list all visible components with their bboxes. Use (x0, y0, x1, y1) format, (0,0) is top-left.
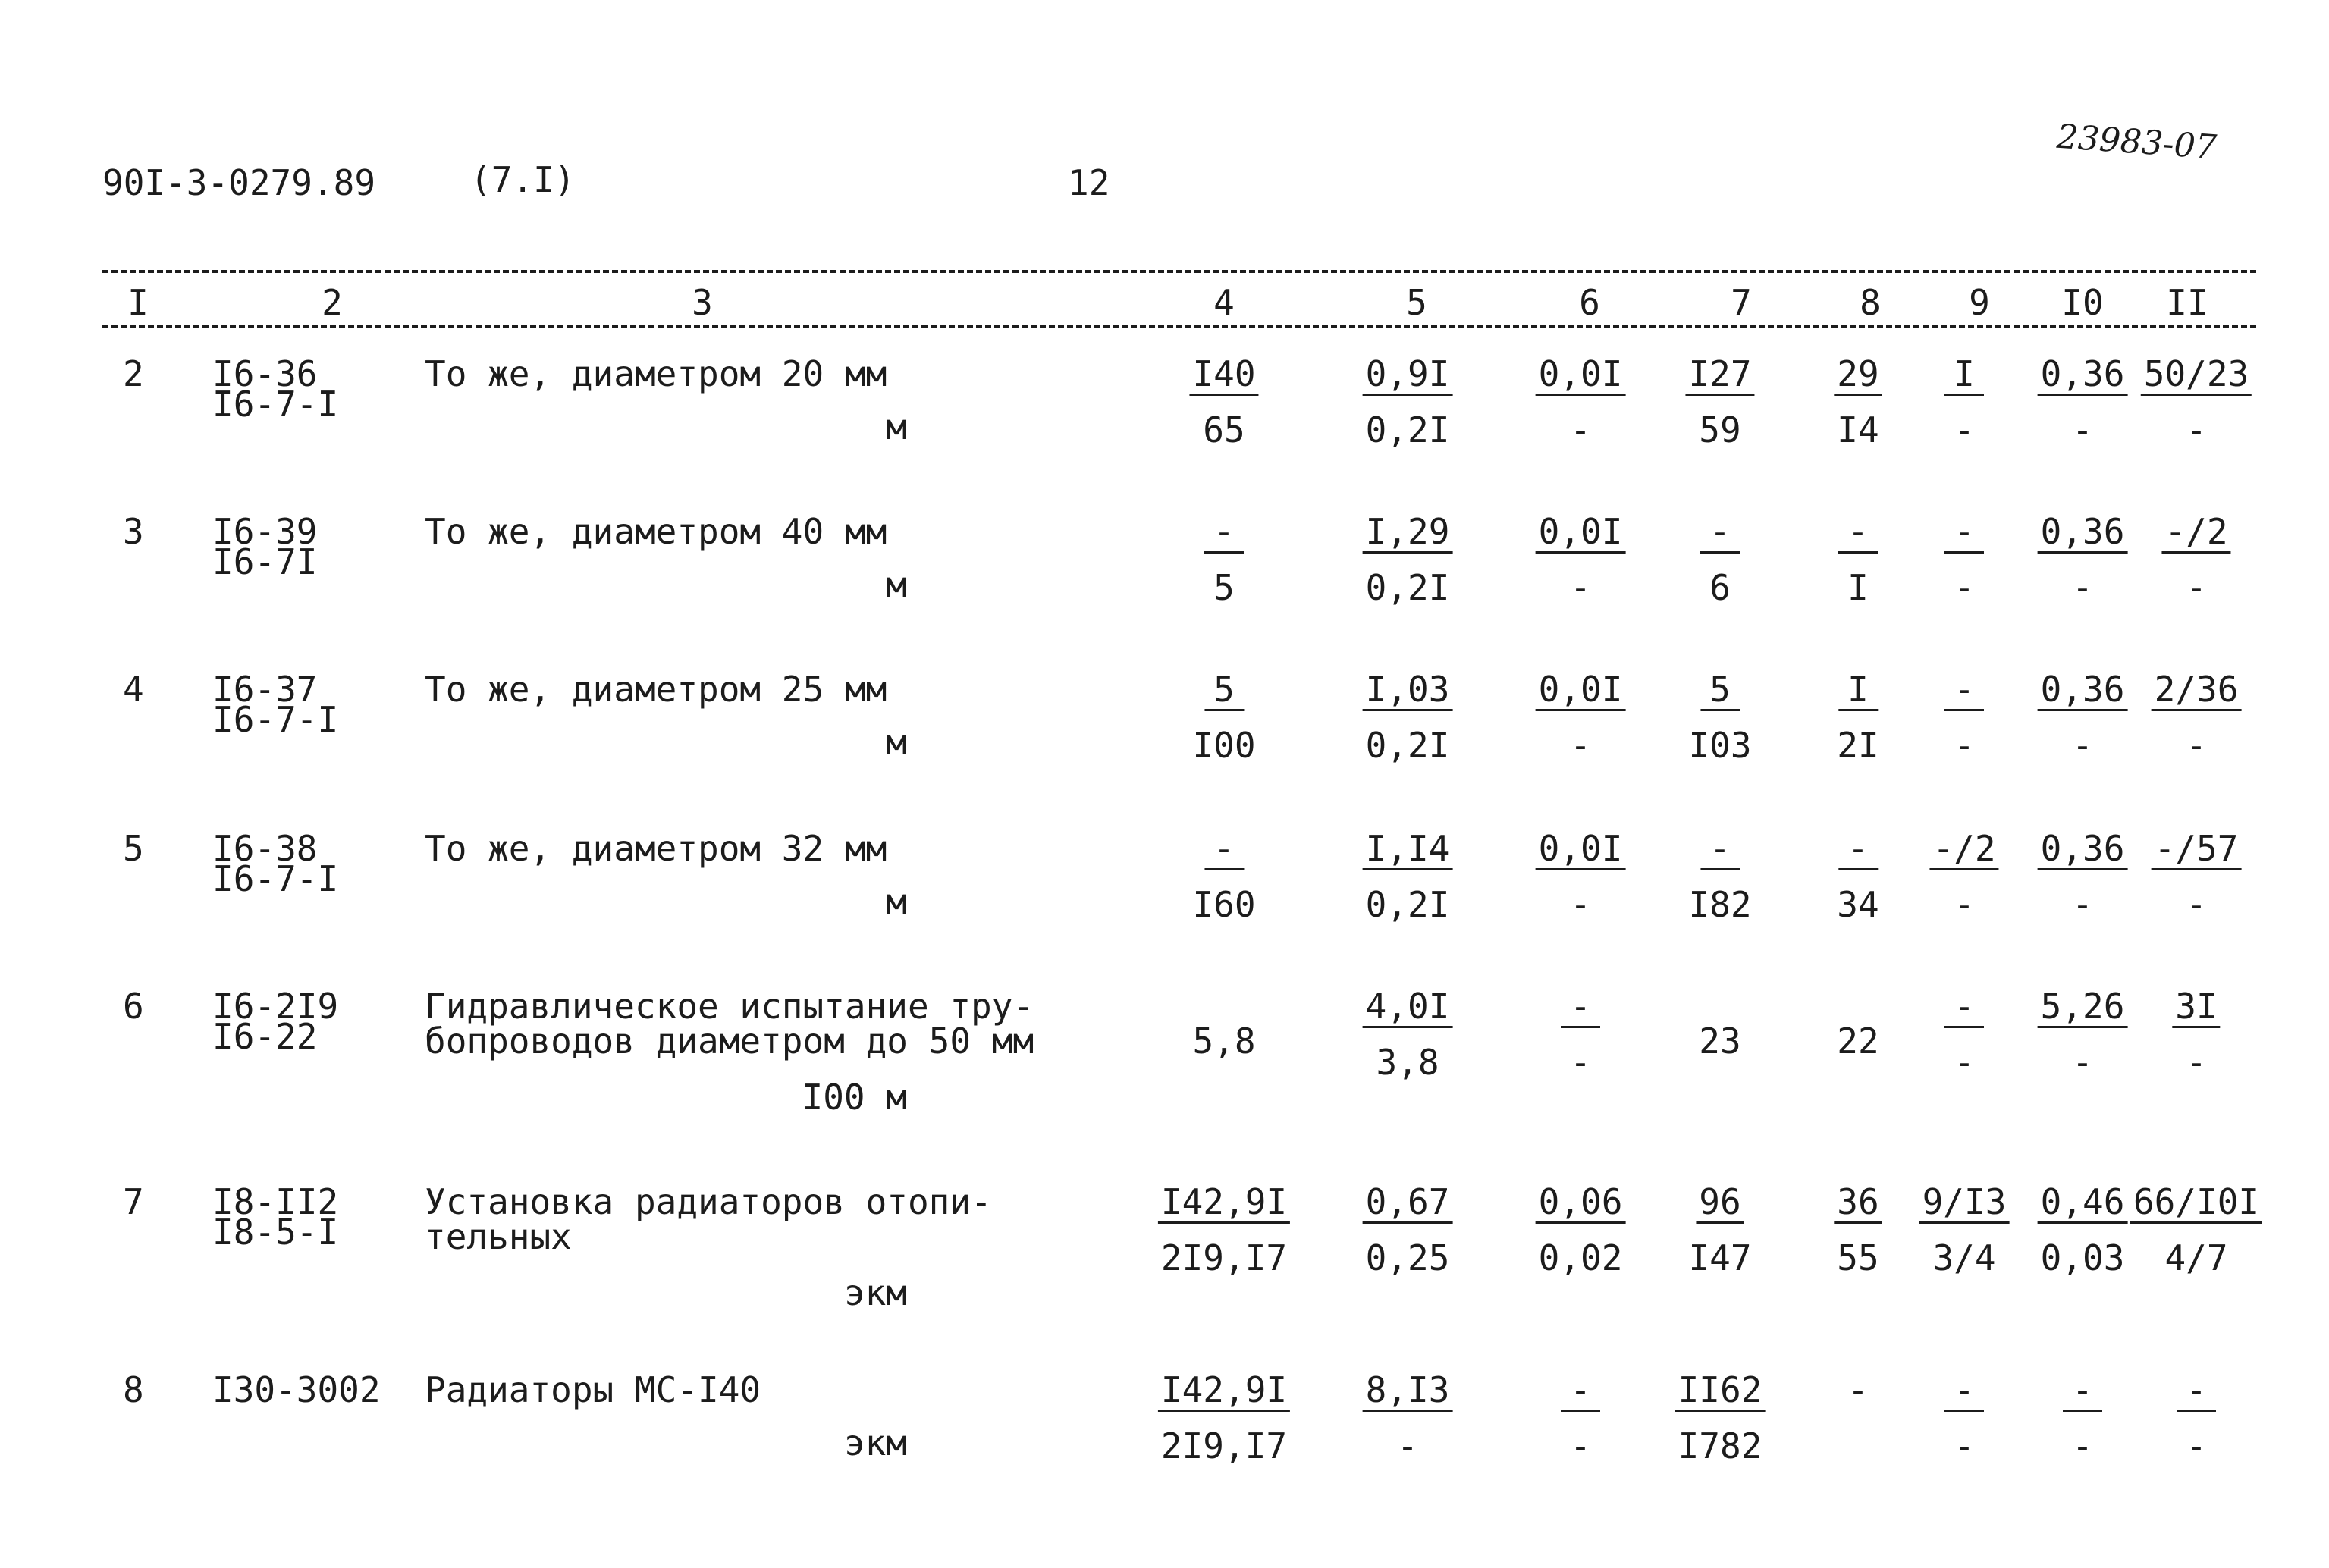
value-c5-numerator: I,03 (1363, 672, 1453, 711)
value-c6-numerator: - (1561, 1372, 1600, 1412)
work-description: Гидравлическое испытание тру- (425, 986, 1034, 1027)
norm-code: I6-38 (212, 828, 318, 869)
value-c11-fraction (2172, 986, 2220, 1083)
value-c10-denominator: 0,03 (2040, 1237, 2125, 1278)
value-c11-fraction (2141, 353, 2252, 450)
value-c8: - (1847, 1369, 1869, 1410)
value-c4-numerator: - (1204, 514, 1244, 554)
value-c5-fraction (1363, 986, 1453, 1083)
value-c10-fraction (2038, 511, 2128, 608)
value-c11-denominator: - (2186, 1425, 2207, 1466)
value-c4-numerator: 5 (1204, 672, 1244, 711)
value-c8: 22 (1837, 1021, 1879, 1062)
value-c10-numerator: 0,36 (2038, 672, 2128, 711)
work-description: То же, диаметром 40 мм (425, 511, 887, 552)
value-c4-denominator: 2I9,I7 (1160, 1425, 1288, 1466)
col-header-1: I (127, 282, 149, 323)
value-c10-numerator: 0,36 (2038, 831, 2128, 870)
value-c5-denominator: 0,2I (1365, 884, 1450, 925)
value-c6-denominator: 0,02 (1538, 1237, 1623, 1278)
value-c7-fraction (1688, 669, 1752, 766)
col-header-10: I0 (2061, 282, 2104, 323)
value-c8-numerator: I (1838, 672, 1878, 711)
value-c8-numerator: 29 (1834, 356, 1882, 396)
value-c7-fraction (1700, 511, 1740, 608)
value-c6-fraction (1536, 1181, 1626, 1278)
section-number: (7.I) (470, 159, 576, 200)
value-c8-fraction (1834, 353, 1882, 450)
value-c7-denominator: I03 (1688, 725, 1752, 766)
work-description: Установка радиаторов отопи- (425, 1181, 992, 1222)
value-c9-numerator: - (1944, 1372, 1984, 1412)
row-number: 4 (123, 669, 144, 710)
value-c5-numerator: 0,67 (1363, 1184, 1453, 1224)
value-c5-denominator: 0,2I (1365, 725, 1450, 766)
unit-of-measure: м (886, 722, 907, 763)
value-c11-numerator: 3I (2172, 989, 2220, 1028)
value-c7-denominator: I82 (1688, 884, 1752, 925)
value-c8-denominator: I4 (1837, 409, 1879, 450)
page-number: 12 (1068, 162, 1110, 203)
value-c6-denominator: - (1570, 1042, 1591, 1083)
value-c11-numerator: -/2 (2161, 514, 2230, 554)
value-c7-numerator: I27 (1685, 356, 1754, 396)
value-c11-denominator: - (2186, 567, 2207, 608)
work-description: бопроводов диаметром до 50 мм (425, 1021, 1034, 1062)
work-description: Радиаторы МС-I40 (425, 1369, 761, 1410)
value-c7-denominator: I782 (1678, 1425, 1762, 1466)
value-c10-fraction (2063, 1369, 2102, 1466)
value-c5-numerator: 0,9I (1363, 356, 1453, 396)
value-c10-denominator: - (2072, 1425, 2093, 1466)
value-c6-denominator: - (1570, 409, 1591, 450)
value-c5-denominator: 0,2I (1365, 409, 1450, 450)
value-c5-numerator: I,I4 (1363, 831, 1453, 870)
unit-of-measure: м (886, 406, 907, 447)
work-description: То же, диаметром 20 мм (425, 353, 887, 394)
value-c9-fraction (1919, 1181, 2010, 1278)
norm-code-secondary: I6-7I (212, 541, 318, 582)
value-c10-numerator: 0,36 (2038, 514, 2128, 554)
value-c4-fraction (1158, 1369, 1290, 1466)
value-c8-denominator: 55 (1837, 1237, 1879, 1278)
unit-of-measure: экм (843, 1422, 907, 1463)
norm-code: I6-37 (212, 669, 318, 710)
value-c6-fraction (1561, 986, 1600, 1083)
col-header-2: 2 (322, 282, 343, 323)
value-c6-fraction (1536, 669, 1626, 766)
value-c5-fraction (1363, 511, 1453, 608)
value-c10-denominator: - (2072, 884, 2093, 925)
value-c8-denominator: I (1847, 567, 1869, 608)
value-c6-denominator: - (1570, 567, 1591, 608)
value-c9-numerator: I (1944, 356, 1984, 396)
unit-of-measure: I00 м (802, 1077, 907, 1118)
value-c4-numerator: - (1204, 831, 1244, 870)
value-c10-numerator: 0,46 (2038, 1184, 2128, 1224)
value-c4-denominator: 5 (1213, 567, 1235, 608)
value-c10-fraction (2038, 353, 2128, 450)
value-c8-fraction (1837, 669, 1879, 766)
col-header-5: 5 (1406, 282, 1427, 323)
unit-of-measure: экм (843, 1272, 907, 1313)
value-c4-denominator: I60 (1192, 884, 1256, 925)
value-c4-fraction (1192, 828, 1256, 925)
value-c5-numerator: I,29 (1363, 514, 1453, 554)
value-c9-fraction (1944, 986, 1984, 1083)
work-description: тельных (425, 1216, 572, 1257)
value-c10-fraction (2038, 828, 2128, 925)
value-c7-denominator: 59 (1699, 409, 1741, 450)
value-c6-denominator: - (1570, 725, 1591, 766)
value-c10-numerator: 5,26 (2038, 989, 2128, 1028)
value-c8-fraction (1838, 511, 1878, 608)
norm-code: I6-36 (212, 353, 318, 394)
value-c5-denominator: 0,25 (1365, 1237, 1450, 1278)
value-c9-numerator: -/2 (1929, 831, 1998, 870)
value-c5-fraction (1363, 1181, 1453, 1278)
value-c7-denominator: 6 (1709, 567, 1731, 608)
value-c6-fraction (1536, 511, 1626, 608)
value-c8-denominator: 34 (1837, 884, 1879, 925)
norm-code-secondary: I6-22 (212, 1016, 318, 1057)
value-c4-fraction (1204, 511, 1244, 608)
col-header-3: 3 (692, 282, 713, 323)
document-code: 90I-3-0279.89 (102, 162, 376, 203)
value-c8-numerator: 36 (1834, 1184, 1882, 1224)
value-c6-numerator: 0,0I (1536, 356, 1626, 396)
value-c7-fraction (1688, 1181, 1752, 1278)
value-c6-fraction (1536, 828, 1626, 925)
value-c8-numerator: - (1838, 831, 1878, 870)
row-number: 8 (123, 1369, 144, 1410)
norm-code-secondary: I8-5-I (212, 1212, 339, 1253)
value-c11-numerator: 50/23 (2141, 356, 2252, 396)
value-c4-denominator: 65 (1203, 409, 1245, 450)
value-c10-fraction (2038, 669, 2128, 766)
value-c9-denominator: - (1954, 1425, 1975, 1466)
value-c7-fraction (1685, 353, 1754, 450)
col-header-8: 8 (1860, 282, 1881, 323)
unit-of-measure: м (886, 564, 907, 605)
value-c7-denominator: I47 (1688, 1237, 1752, 1278)
norm-code: I6-2I9 (212, 986, 339, 1027)
row-number: 3 (123, 511, 144, 552)
value-c8-denominator: 2I (1837, 725, 1879, 766)
norm-code: I8-II2 (212, 1181, 339, 1222)
value-c11-denominator: - (2186, 1042, 2207, 1083)
value-c5-denominator: 0,2I (1365, 567, 1450, 608)
value-c11-fraction (2177, 1369, 2216, 1466)
value-c6-numerator: 0,0I (1536, 514, 1626, 554)
value-c6-numerator: - (1561, 989, 1600, 1028)
value-c4-numerator: I42,9I (1158, 1372, 1290, 1412)
value-c11-numerator: - (2177, 1372, 2216, 1412)
value-c11-fraction (2152, 828, 2242, 925)
value-c5-numerator: 4,0I (1363, 989, 1453, 1028)
value-c5-fraction (1363, 1369, 1453, 1466)
value-c5-fraction (1363, 828, 1453, 925)
value-c9-denominator: - (1954, 884, 1975, 925)
value-c11-denominator: 4/7 (2164, 1237, 2228, 1278)
unit-of-measure: м (886, 881, 907, 922)
value-c8-numerator: - (1838, 514, 1878, 554)
value-c6-numerator: 0,06 (1536, 1184, 1626, 1224)
value-c10-numerator: - (2063, 1372, 2102, 1412)
value-c7-numerator: - (1700, 831, 1740, 870)
value-c8-fraction (1834, 1181, 1882, 1278)
value-c4-denominator: 2I9,I7 (1160, 1237, 1288, 1278)
value-c5-denominator: 3,8 (1376, 1042, 1439, 1083)
col-header-9: 9 (1969, 282, 1990, 323)
col-header-4: 4 (1213, 282, 1235, 323)
value-c6-denominator: - (1570, 884, 1591, 925)
value-c9-fraction (1929, 828, 1998, 925)
value-c5-fraction (1363, 353, 1453, 450)
norm-code-secondary: I6-7-I (212, 384, 339, 425)
value-c6-numerator: 0,0I (1536, 672, 1626, 711)
value-c11-numerator: 2/36 (2152, 672, 2242, 711)
value-c9-denominator: - (1954, 725, 1975, 766)
value-c6-numerator: 0,0I (1536, 831, 1626, 870)
work-description: То же, диаметром 25 мм (425, 669, 887, 710)
value-c9-fraction (1944, 669, 1984, 766)
col-header-7: 7 (1731, 282, 1752, 323)
value-c10-denominator: - (2072, 409, 2093, 450)
value-c7-numerator: - (1700, 514, 1740, 554)
value-c5-denominator: - (1397, 1425, 1418, 1466)
value-c4-fraction (1189, 353, 1258, 450)
row-number: 5 (123, 828, 144, 869)
value-c9-numerator: - (1944, 989, 1984, 1028)
row-number: 2 (123, 353, 144, 394)
value-c8-fraction (1837, 828, 1879, 925)
norm-code: I30-3002 (212, 1369, 381, 1410)
value-c7-numerator: II62 (1675, 1372, 1766, 1412)
value-c4-fraction (1158, 1181, 1290, 1278)
row-number: 7 (123, 1181, 144, 1222)
value-c9-denominator: 3/4 (1932, 1237, 1996, 1278)
value-c11-numerator: 66/I0I (2130, 1184, 2262, 1224)
col-header-6: 6 (1579, 282, 1600, 323)
value-c7-numerator: 5 (1700, 672, 1740, 711)
value-c4-fraction (1192, 669, 1256, 766)
value-c7-numerator: 96 (1696, 1184, 1744, 1224)
norm-code-secondary: I6-7-I (212, 858, 339, 899)
handwritten-stamp: 23983-07 (2055, 117, 2218, 168)
value-c4: 5,8 (1192, 1021, 1256, 1062)
value-c5-fraction (1363, 669, 1453, 766)
value-c10-numerator: 0,36 (2038, 356, 2128, 396)
value-c4-numerator: I42,9I (1158, 1184, 1290, 1224)
value-c6-fraction (1561, 1369, 1600, 1466)
value-c11-fraction (2130, 1181, 2262, 1278)
norm-code-secondary: I6-7-I (212, 699, 339, 740)
value-c9-fraction (1944, 511, 1984, 608)
value-c10-denominator: - (2072, 1042, 2093, 1083)
value-c10-denominator: - (2072, 567, 2093, 608)
value-c9-fraction (1944, 353, 1984, 450)
value-c11-numerator: -/57 (2152, 831, 2242, 870)
value-c9-denominator: - (1954, 567, 1975, 608)
value-c11-denominator: - (2186, 884, 2207, 925)
value-c7: 23 (1699, 1021, 1741, 1062)
value-c11-denominator: - (2186, 409, 2207, 450)
value-c4-numerator: I40 (1189, 356, 1258, 396)
value-c9-fraction (1944, 1369, 1984, 1466)
value-c9-denominator: - (1954, 1042, 1975, 1083)
value-c9-denominator: - (1954, 409, 1975, 450)
value-c4-denominator: I00 (1192, 725, 1256, 766)
norm-code: I6-39 (212, 511, 318, 552)
value-c9-numerator: - (1944, 672, 1984, 711)
value-c11-fraction (2161, 511, 2230, 608)
value-c10-fraction (2038, 1181, 2128, 1278)
value-c6-fraction (1536, 353, 1626, 450)
value-c9-numerator: 9/I3 (1919, 1184, 2010, 1224)
value-c10-denominator: - (2072, 725, 2093, 766)
value-c11-fraction (2152, 669, 2242, 766)
work-description: То же, диаметром 32 мм (425, 828, 887, 869)
value-c6-denominator: - (1570, 1425, 1591, 1466)
value-c7-fraction (1688, 828, 1752, 925)
row-number: 6 (123, 986, 144, 1027)
col-header-11: II (2166, 282, 2208, 323)
value-c9-numerator: - (1944, 514, 1984, 554)
value-c10-fraction (2038, 986, 2128, 1083)
value-c11-denominator: - (2186, 725, 2207, 766)
value-c5-numerator: 8,I3 (1363, 1372, 1453, 1412)
value-c7-fraction (1675, 1369, 1766, 1466)
